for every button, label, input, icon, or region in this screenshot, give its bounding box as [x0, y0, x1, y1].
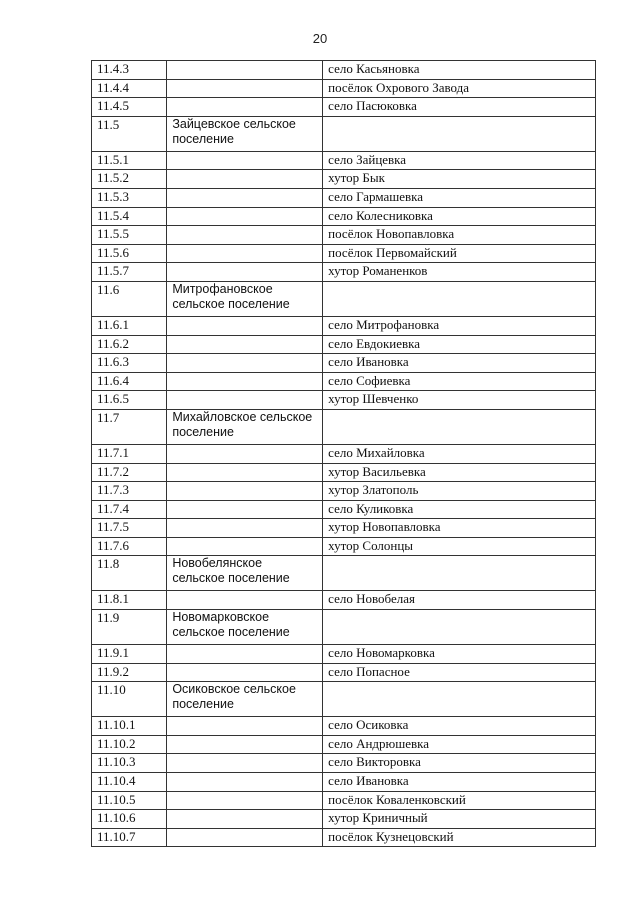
- table-row: [92, 244, 596, 263]
- row-number-cell: 11.10: [92, 682, 167, 717]
- locality-cell: [323, 682, 596, 717]
- settlement-name-cell: [167, 244, 323, 263]
- table-row: [92, 61, 596, 80]
- table-row: [92, 281, 596, 316]
- table-row: [92, 663, 596, 682]
- row-number-cell: 11.10.7: [92, 828, 167, 847]
- settlement-name-cell: [167, 79, 323, 98]
- settlement-name-cell: [167, 316, 323, 335]
- settlement-name-cell: [167, 537, 323, 556]
- table-row: [92, 519, 596, 538]
- table-row: [92, 791, 596, 810]
- settlement-name-cell: [167, 226, 323, 245]
- table-row: [92, 717, 596, 736]
- row-number-cell: 11.5.3: [92, 188, 167, 207]
- row-number-cell: 11.5.2: [92, 170, 167, 189]
- table-row: [92, 188, 596, 207]
- row-number-cell: 11.10.4: [92, 773, 167, 792]
- row-number-cell: 11.6.2: [92, 335, 167, 354]
- locality-cell: село Гармашевка: [323, 188, 596, 207]
- table-row: [92, 682, 596, 717]
- settlement-name-cell: [167, 444, 323, 463]
- locality-cell: село Евдокиевка: [323, 335, 596, 354]
- row-number-cell: 11.7.2: [92, 463, 167, 482]
- table-row: [92, 444, 596, 463]
- locality-cell: [323, 556, 596, 591]
- locality-cell: хутор Солонцы: [323, 537, 596, 556]
- table-body: [92, 61, 596, 847]
- locality-cell: село Касьяновка: [323, 61, 596, 80]
- table-row: [92, 409, 596, 444]
- settlement-name-cell: [167, 663, 323, 682]
- row-number-cell: 11.6: [92, 281, 167, 316]
- table-row: [92, 207, 596, 226]
- settlement-name-cell: [167, 354, 323, 373]
- row-number-cell: 11.7.5: [92, 519, 167, 538]
- table-row: [92, 482, 596, 501]
- settlement-name-cell: [167, 151, 323, 170]
- settlement-name-cell: [167, 773, 323, 792]
- locality-cell: село Колесниковка: [323, 207, 596, 226]
- locality-cell: [323, 610, 596, 645]
- locality-cell: [323, 116, 596, 151]
- row-number-cell: 11.8: [92, 556, 167, 591]
- settlement-name-cell: [167, 828, 323, 847]
- locality-cell: посёлок Кузнецовский: [323, 828, 596, 847]
- locality-cell: село Митрофановка: [323, 316, 596, 335]
- row-number-cell: 11.5.6: [92, 244, 167, 263]
- settlement-name-cell: [167, 810, 323, 829]
- row-number-cell: 11.7.6: [92, 537, 167, 556]
- locality-cell: село Зайцевка: [323, 151, 596, 170]
- row-number-cell: 11.4.4: [92, 79, 167, 98]
- table-row: [92, 537, 596, 556]
- locality-cell: хутор Васильевка: [323, 463, 596, 482]
- table-row: [92, 810, 596, 829]
- settlement-name-cell: Зайцевское сельское поселение: [167, 116, 323, 151]
- settlement-name-cell: [167, 717, 323, 736]
- locality-cell: [323, 281, 596, 316]
- row-number-cell: 11.7.1: [92, 444, 167, 463]
- settlement-name-cell: [167, 391, 323, 410]
- locality-cell: село Пасюковка: [323, 98, 596, 117]
- table-row: [92, 335, 596, 354]
- table-row: [92, 828, 596, 847]
- row-number-cell: 11.6.1: [92, 316, 167, 335]
- locality-cell: село Михайловка: [323, 444, 596, 463]
- locality-cell: село Андрюшевка: [323, 735, 596, 754]
- table-row: [92, 372, 596, 391]
- settlement-name-cell: [167, 463, 323, 482]
- row-number-cell: 11.10.6: [92, 810, 167, 829]
- settlement-name-cell: [167, 188, 323, 207]
- row-number-cell: 11.8.1: [92, 591, 167, 610]
- locality-cell: село Викторовка: [323, 754, 596, 773]
- row-number-cell: 11.9.1: [92, 645, 167, 664]
- settlement-name-cell: [167, 372, 323, 391]
- row-number-cell: 11.7.4: [92, 500, 167, 519]
- table-row: [92, 354, 596, 373]
- locality-cell: посёлок Первомайский: [323, 244, 596, 263]
- locality-cell: село Куликовка: [323, 500, 596, 519]
- settlement-name-cell: Осиковское сельское поселение: [167, 682, 323, 717]
- locality-cell: хутор Романенков: [323, 263, 596, 282]
- table-row: [92, 735, 596, 754]
- settlement-name-cell: [167, 482, 323, 501]
- locality-cell: село Ивановка: [323, 354, 596, 373]
- settlement-name-cell: [167, 170, 323, 189]
- row-number-cell: 11.5.7: [92, 263, 167, 282]
- locality-cell: село Новобелая: [323, 591, 596, 610]
- locality-cell: посёлок Коваленковский: [323, 791, 596, 810]
- locality-cell: село Софиевка: [323, 372, 596, 391]
- locality-cell: [323, 409, 596, 444]
- locality-cell: село Осиковка: [323, 717, 596, 736]
- row-number-cell: 11.9.2: [92, 663, 167, 682]
- locality-cell: посёлок Охрового Завода: [323, 79, 596, 98]
- table-row: [92, 316, 596, 335]
- row-number-cell: 11.10.3: [92, 754, 167, 773]
- table-row: [92, 391, 596, 410]
- settlement-name-cell: [167, 735, 323, 754]
- table-row: [92, 79, 596, 98]
- locality-cell: село Попасное: [323, 663, 596, 682]
- row-number-cell: 11.5: [92, 116, 167, 151]
- row-number-cell: 11.9: [92, 610, 167, 645]
- table-row: [92, 263, 596, 282]
- row-number-cell: 11.6.4: [92, 372, 167, 391]
- row-number-cell: 11.5.4: [92, 207, 167, 226]
- row-number-cell: 11.6.3: [92, 354, 167, 373]
- settlement-name-cell: [167, 519, 323, 538]
- locality-cell: хутор Бык: [323, 170, 596, 189]
- locality-cell: посёлок Новопавловка: [323, 226, 596, 245]
- settlement-name-cell: [167, 591, 323, 610]
- settlement-name-cell: Митрофановское сельское поселение: [167, 281, 323, 316]
- table-row: [92, 151, 596, 170]
- row-number-cell: 11.10.2: [92, 735, 167, 754]
- locality-cell: хутор Новопавловка: [323, 519, 596, 538]
- settlement-name-cell: [167, 263, 323, 282]
- row-number-cell: 11.7: [92, 409, 167, 444]
- settlement-name-cell: [167, 207, 323, 226]
- row-number-cell: 11.7.3: [92, 482, 167, 501]
- table-row: [92, 170, 596, 189]
- row-number-cell: 11.5.5: [92, 226, 167, 245]
- row-number-cell: 11.10.5: [92, 791, 167, 810]
- row-number-cell: 11.5.1: [92, 151, 167, 170]
- settlement-name-cell: [167, 791, 323, 810]
- table-row: [92, 645, 596, 664]
- settlement-name-cell: [167, 754, 323, 773]
- table-row: [92, 98, 596, 117]
- table-row: [92, 773, 596, 792]
- row-number-cell: 11.10.1: [92, 717, 167, 736]
- table-row: [92, 754, 596, 773]
- locality-cell: хутор Златополь: [323, 482, 596, 501]
- locality-cell: хутор Криничный: [323, 810, 596, 829]
- settlement-name-cell: Новобелянское сельское поселение: [167, 556, 323, 591]
- locality-cell: село Новомарковка: [323, 645, 596, 664]
- table-row: [92, 591, 596, 610]
- page-number: 20: [312, 31, 328, 46]
- row-number-cell: 11.4.5: [92, 98, 167, 117]
- settlement-name-cell: Новомарковское сельское поселение: [167, 610, 323, 645]
- settlement-name-cell: Михайловское сельское поселение: [167, 409, 323, 444]
- locality-cell: село Ивановка: [323, 773, 596, 792]
- settlement-name-cell: [167, 500, 323, 519]
- table-row: [92, 610, 596, 645]
- table-row: [92, 500, 596, 519]
- table-row: [92, 556, 596, 591]
- settlement-name-cell: [167, 335, 323, 354]
- table-row: [92, 116, 596, 151]
- row-number-cell: 11.6.5: [92, 391, 167, 410]
- locality-cell: хутор Шевченко: [323, 391, 596, 410]
- settlement-name-cell: [167, 645, 323, 664]
- settlement-name-cell: [167, 98, 323, 117]
- settlement-name-cell: [167, 61, 323, 80]
- settlements-table: [91, 60, 596, 847]
- table-row: [92, 463, 596, 482]
- table-row: [92, 226, 596, 245]
- row-number-cell: 11.4.3: [92, 61, 167, 80]
